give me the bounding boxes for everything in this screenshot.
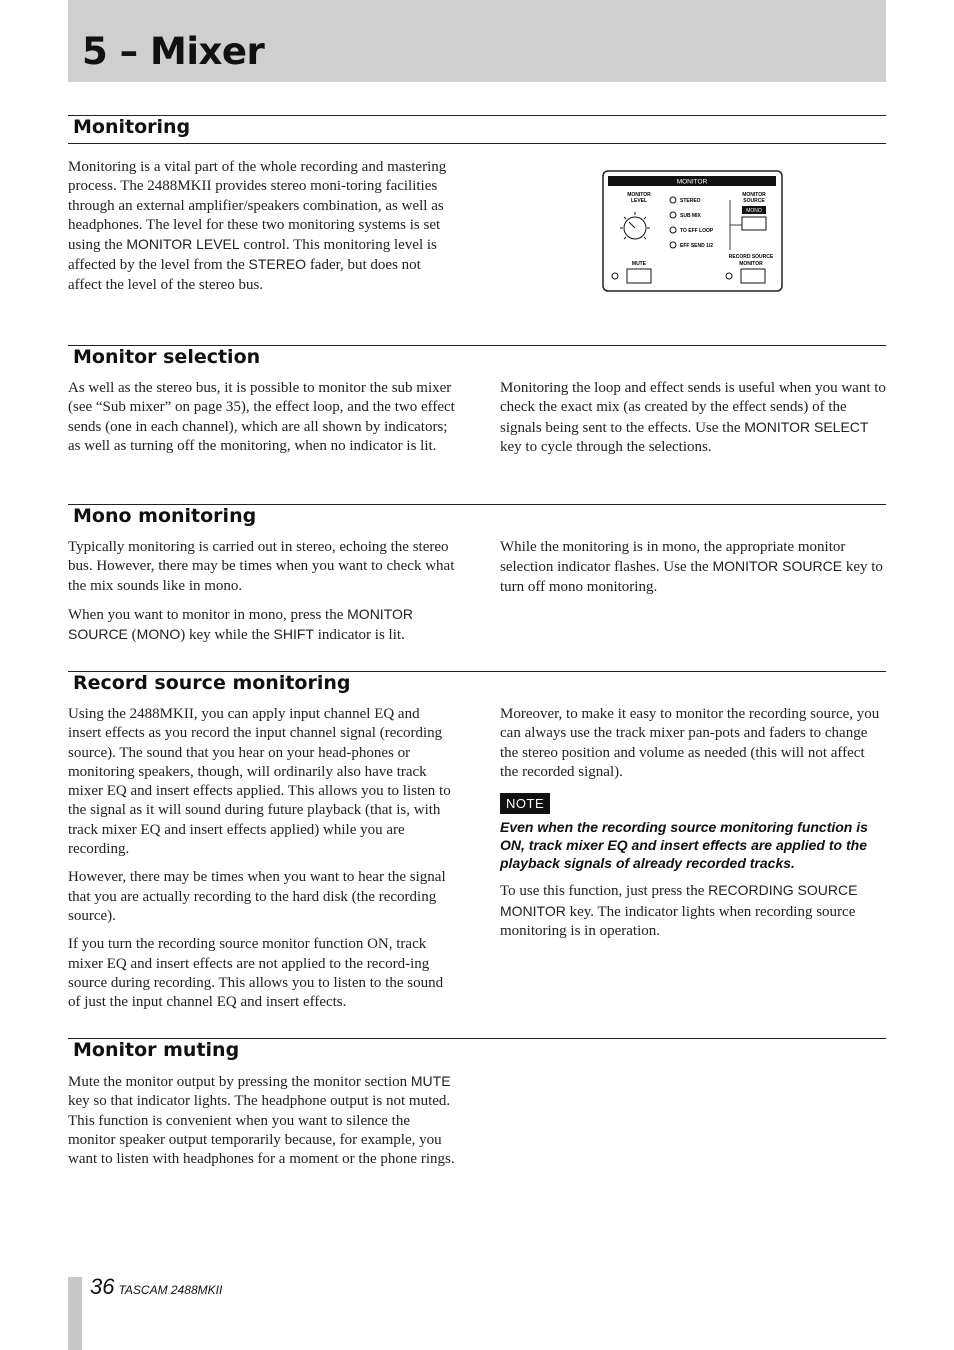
- paragraph: Monitoring the loop and effect sends is useful when you want to check the exact mix (as created by the effect sends) of the signals being sent to the effects. Use the MONITOR SELECT key to cycle through the selections.: [500, 380, 886, 455]
- panel-mono-label: MONO: [746, 208, 762, 214]
- panel-source-label-1: MONITOR: [742, 192, 766, 198]
- monitor-selection-right: [500, 379, 886, 466]
- panel-rec-label-2: MONITOR: [739, 261, 763, 267]
- section-title-monitor-muting: Monitor muting: [73, 1039, 240, 1061]
- page-number: 36: [90, 1274, 115, 1299]
- panel-title: MONITOR: [676, 178, 708, 186]
- paragraph: As well as the stereo bus, it is possible to monitor the sub mixer (see “Sub mixer” on page 35), the effect loop, and the two effect sends (one in each channel), which are all shown by indicators; as well as turning off the monitoring, when no indicator is lit.: [68, 380, 455, 454]
- panel-indicator-label: STEREO: [680, 198, 701, 204]
- footer-brand: TASCAM 2488MKII: [118, 1283, 223, 1297]
- panel-indicator-label: EFF SEND 1/2: [680, 243, 714, 249]
- section-rule: [68, 143, 886, 144]
- record-source-right: [500, 705, 886, 950]
- mono-monitoring-left: [68, 538, 455, 654]
- panel-indicator-label: TO EFF LOOP: [680, 228, 714, 234]
- note-badge: NOTE: [500, 793, 550, 814]
- note-text: Even when the recording source monitoring function is ON, track mixer EQ and insert effects are applied to the playback signals of already recorded tracks.: [500, 819, 868, 872]
- panel-source-label-2: SOURCE: [743, 198, 765, 204]
- paragraph: When you want to monitor in mono, press the MONITOR SOURCE (MONO) key while the SHIFT indicator is lit.: [68, 605, 413, 644]
- chapter-title: 5 – Mixer: [82, 30, 265, 73]
- monitor-panel-diagram: [602, 170, 784, 294]
- monitor-selection-left: [68, 379, 455, 465]
- paragraph: Moreover, to make it easy to monitor the recording source, you can always use the track mixer pan-pots and faders to change the stereo position and volume as needed (this will not affect the recorded signal).: [500, 706, 880, 780]
- section-title-monitoring: Monitoring: [73, 116, 191, 138]
- footer-bar: [68, 1277, 82, 1350]
- paragraph: However, there may be times when you want to hear the signal that you are actually recording to the hard disk (the recording source).: [68, 869, 446, 924]
- monitor-muting-text: [68, 1072, 456, 1178]
- paragraph: Monitoring is a vital part of the whole recording and mastering process. The 2488MKII provides stereo moni-toring facilities through an external amplifier/speakers combination, as well as headphones. The level for these two monitoring systems is set using the MONITOR LEVEL control. This monitoring level is affected by the level from the STEREO fader, but does not affect the level of the stereo bus.: [68, 159, 447, 293]
- paragraph: While the monitoring is in mono, the appropriate monitor selection indicator flashes. Use the MONITOR SOURCE key to turn off mono monitoring.: [500, 539, 883, 595]
- page-footer: [90, 1274, 222, 1300]
- panel-rec-label-1: RECORD SOURCE: [728, 254, 774, 260]
- mono-monitoring-right: [500, 538, 886, 606]
- panel-indicator-label: SUB MIX: [680, 213, 701, 219]
- panel-mute-label: MUTE: [631, 261, 647, 267]
- record-source-left: [68, 705, 456, 1021]
- section-rule: [68, 115, 886, 116]
- paragraph: Using the 2488MKII, you can apply input channel EQ and insert effects as you record the input channel signal (recording source). The sound that you hear on your head-phones or monitoring speakers, though, will ordinarily also have track mixer EQ and insert effects applied. This allows you to listen to the signal as it will sound during future playback (that is, with track mixer EQ and insert effects applied) while you are recording.: [68, 706, 451, 858]
- section-title-monitor-selection: Monitor selection: [73, 346, 261, 368]
- section-title-record-source: Record source monitoring: [73, 672, 351, 694]
- paragraph: To use this function, just press the RECORDING SOURCE MONITOR key. The indicator lights when recording source monitoring is in operation.: [500, 882, 858, 940]
- panel-level-label-1: MONITOR: [627, 192, 651, 198]
- panel-level-label-2: LEVEL: [630, 198, 648, 204]
- paragraph: Typically monitoring is carried out in stereo, echoing the stereo bus. However, there may be times when you want to check what the mix sounds like in mono.: [68, 539, 455, 594]
- section-title-mono-monitoring: Mono monitoring: [73, 505, 257, 527]
- paragraph: Mute the monitor output by pressing the monitor section MUTE key so that indicator lights. The headphone output is not muted. This function is convenient when you want to silence the monitor speaker output temporarily because, for example, you want to listen with headphones for a moment or the phone rings.: [68, 1073, 455, 1168]
- monitoring-text: [68, 158, 453, 304]
- paragraph: If you turn the recording source monitor function ON, track mixer EQ and insert effects are not applied to the record-ing source during recording. This allows you to listen to the sound of just the input channel EQ and insert effects.: [68, 936, 444, 1011]
